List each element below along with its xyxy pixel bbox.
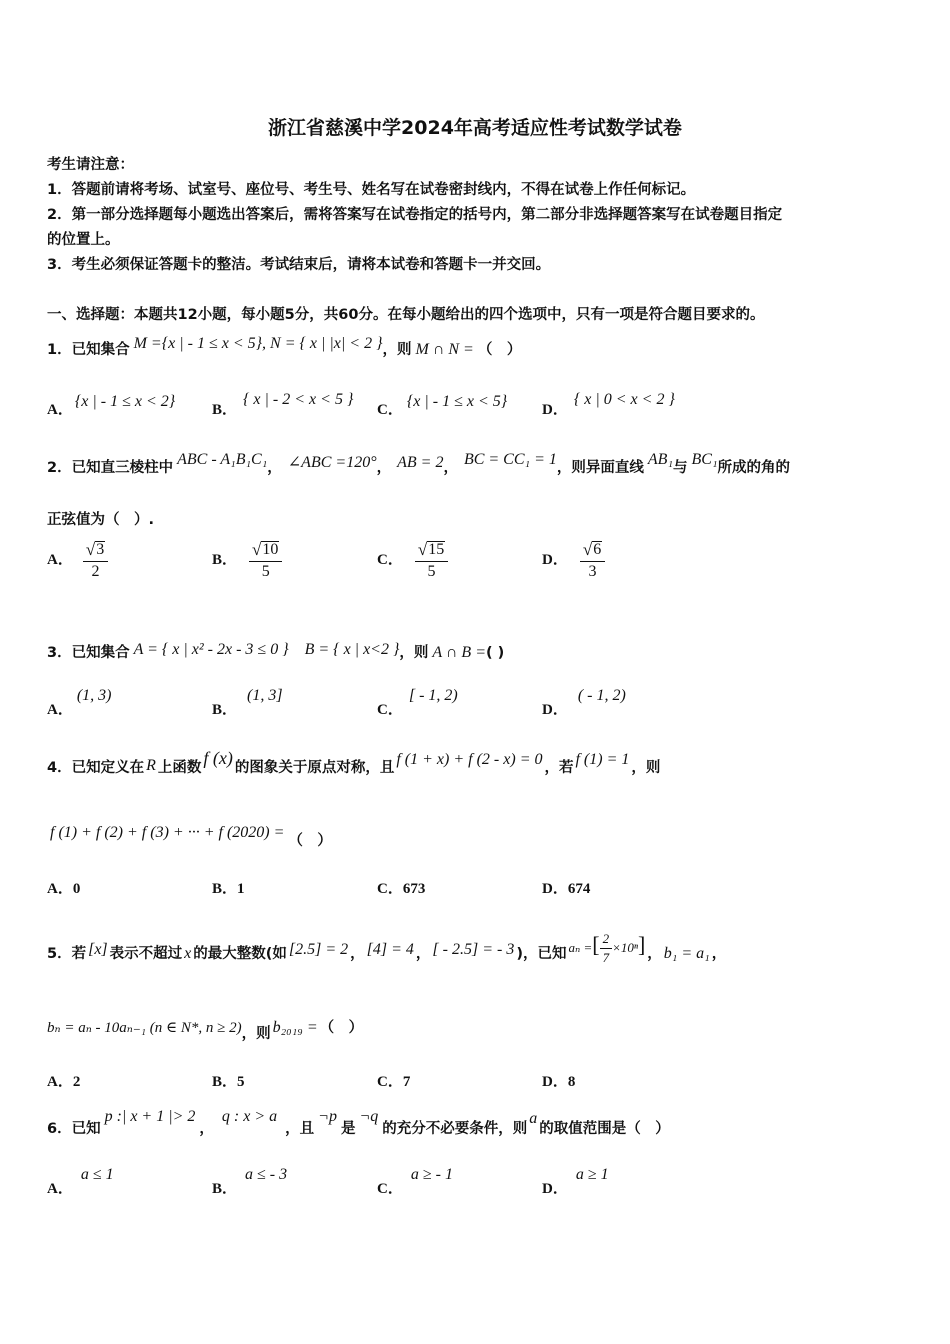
question-2: 2．已知直三棱柱中 ABC - A₁B₁C₁， ∠ABC =120°， AB = 2， BC = CC₁ = 1，则异面直线 AB₁与 BC₁所成的角的: [47, 451, 791, 476]
q2-option-a: A． √ 3 2: [47, 541, 108, 581]
notice-item-3: 3．考生必须保证答题卡的整洁。考试结束后，请将本试卷和答题卡一并交回。: [47, 257, 551, 273]
notice-item-1: 1．答题前请将考场、试室号、座位号、考生号、姓名写在试卷密封线内，不得在试卷上作任何标记。: [47, 182, 696, 198]
q4-option-d: D．674: [542, 881, 591, 897]
q5-option-c: C．7: [377, 1074, 411, 1090]
q2-option-b: B． √ 10 5: [212, 541, 282, 581]
q5-option-d: D．8: [542, 1074, 576, 1090]
q3-option-a: A．(1, 3): [47, 687, 112, 718]
q1-suffix: （ ）: [477, 342, 522, 358]
q4-option-a: A．0: [47, 881, 81, 897]
q5-line-2: bₙ = aₙ - 10aₙ₋₁ (n ∈ N*, n ≥ 2)，则 b₂₀₁₉ = （ ）: [47, 1019, 364, 1042]
q1-math-sets: M ={x | - 1 ≤ x < 5}, N = { x | |x| < 2 }: [133, 335, 383, 352]
q1-mid: ，则: [382, 342, 412, 358]
question-3: 3．已知集合 A = { x | x² - 2x - 3 ≤ 0 } B = { x | x<2 }，则 A ∩ B =( ): [47, 641, 505, 661]
q2-line-2: 正弦值为（ ）.: [47, 512, 155, 528]
q2-option-c: C． √ 15 5: [377, 541, 448, 581]
q6-option-c: C．a ≥ - 1: [377, 1166, 453, 1197]
notice-item-2: 2．第一部分选择题每小题选出答案后，需将答案写在试卷指定的括号内，第二部分非选择题答案写在试卷题目指定: [47, 207, 783, 223]
section-heading: 一、选择题：本题共12小题，每小题5分，共60分。在每小题给出的四个选项中，只有一项是符合题目要求的。: [47, 307, 765, 323]
q1-option-d: D．{ x | 0 < x < 2 }: [542, 391, 675, 418]
q6-option-a: A．a ≤ 1: [47, 1166, 114, 1197]
q1-option-c: C． {x | - 1 ≤ x < 5}: [377, 393, 508, 418]
q1-prefix: 1．已知集合: [47, 342, 130, 358]
q4-option-b: B．1: [212, 881, 245, 897]
q3-option-d: D．( - 1, 2): [542, 687, 626, 718]
q5-option-a: A．2: [47, 1074, 81, 1090]
q6-option-d: D．a ≥ 1: [542, 1166, 609, 1197]
q4-line-2: f (1) + f (2) + f (3) + ··· + f (2020) = （ ）: [50, 824, 332, 849]
notice-heading: 考生请注意：: [47, 157, 134, 173]
question-6: 6．已知p :| x + 1 |> 2，q : x > a，且¬p是¬q的充分不必要条件，则a的取值范围是（ ）: [47, 1108, 670, 1137]
q5-option-b: B．5: [212, 1074, 245, 1090]
q4-option-c: C．673: [377, 881, 426, 897]
q2-option-d: D． √ 6 3: [542, 541, 605, 581]
q1-option-a: A． {x | - 1 ≤ x < 2}: [47, 393, 176, 418]
q3-option-b: B．(1, 3]: [212, 687, 283, 718]
q1-math-intersection: M ∩ N =: [415, 341, 474, 358]
notice-item-2-cont: 的位置上。: [47, 232, 120, 248]
q3-option-c: C．[ - 1, 2): [377, 687, 458, 718]
q6-option-b: B．a ≤ - 3: [212, 1166, 288, 1197]
q1-option-b: B．{ x | - 2 < x < 5 }: [212, 391, 354, 418]
exam-title: 浙江省慈溪中学2024年高考适应性考试数学试卷: [268, 117, 682, 139]
question-1: [47, 335, 522, 359]
question-5: 5．若 [x] 表示不超过 x 的最大整数(如 [2.5] = 2 ， [4] = 4 ， [ - 2.5] = - 3 )，已知 aₙ =[ $\frac{2}{7}$ ×10ⁿ] ， b₁ = a₁ ，: [47, 931, 727, 965]
question-4: 4．已知定义在 R 上函数 f (x) 的图象关于原点对称，且 f (1 + x) + f (2 - x) = 0 ，若 f (1) = 1 ，则: [47, 748, 661, 776]
